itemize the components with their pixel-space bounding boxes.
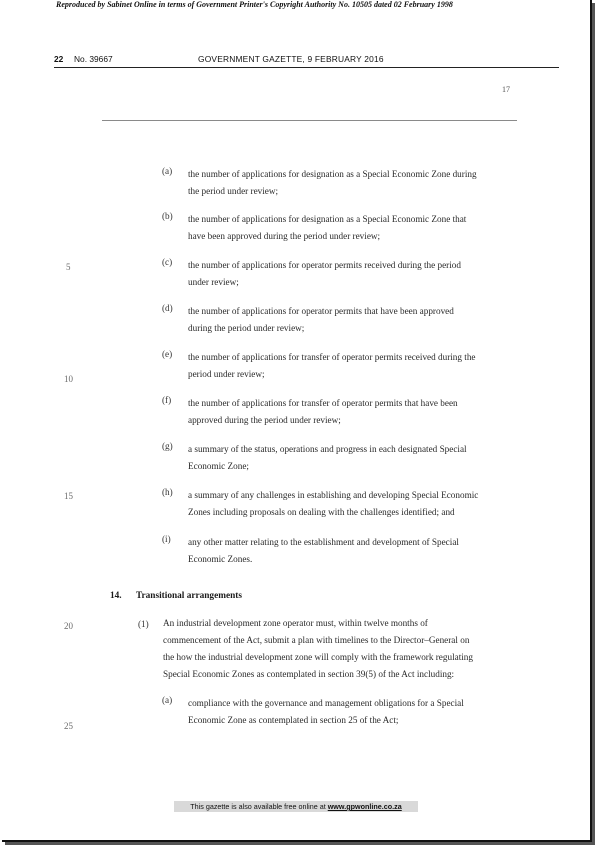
list-item-text: compliance with the governance and management obligations for a Special Economic Zone as contemplated in section 25 of the Act; bbox=[188, 698, 464, 725]
section-title: Transitional arrangements bbox=[136, 591, 242, 601]
list-item-label: (a) bbox=[162, 166, 173, 176]
line-number: 5 bbox=[66, 262, 71, 272]
list-item-label: (d) bbox=[162, 303, 173, 313]
line-number: 25 bbox=[64, 721, 73, 731]
list-item-text: the number of applications for operator permits that have been approved during the period under review; bbox=[188, 306, 454, 333]
gazette-title: GOVERNMENT GAZETTE, 9 FEBRUARY 2016 bbox=[198, 54, 384, 64]
list-item-text: the number of applications for transfer of operator permits received during the period under review; bbox=[188, 352, 476, 379]
list-item-label: (h) bbox=[162, 487, 173, 497]
list-item-label: (a) bbox=[162, 695, 173, 705]
list-item-label: (e) bbox=[162, 349, 173, 359]
subsection-text: An industrial development zone operator must, within twelve months of commencement of the Act, submit a plan with timelines to the Director–General on the how the industrial development zone will comply with the framework regulating Special Economic Zones as contemplated in section 39(5) of the Act including: bbox=[163, 618, 473, 679]
header-rule bbox=[54, 67, 559, 68]
gazette-page-number: 22 bbox=[54, 54, 64, 64]
list-item-label: (b) bbox=[162, 211, 173, 221]
gazette-issue-number: No. 39667 bbox=[74, 54, 113, 64]
list-item-text: the number of applications for designation as a Special Economic Zone during the period under review; bbox=[188, 169, 477, 196]
document-rule bbox=[102, 120, 517, 121]
footer-text: This gazette is also available free online at bbox=[190, 802, 328, 811]
list-item-text: a summary of the status, operations and progress in each designated Special Economic Zone; bbox=[188, 444, 467, 471]
subsection-label: (1) bbox=[138, 619, 149, 629]
list-item-label: (i) bbox=[162, 534, 171, 544]
gazette-page bbox=[2, 0, 592, 842]
list-item-text: the number of applications for transfer of operator permits that have been approved during the period under review; bbox=[188, 398, 458, 425]
line-number: 15 bbox=[64, 491, 73, 501]
reproduction-notice: Reproduced by Sabinet Online in terms of Government Printer's Copyright Authority No. 10505 dated 02 February 1998 bbox=[56, 0, 453, 9]
document-page-number: 17 bbox=[502, 85, 510, 94]
list-item-text: the number of applications for designation as a Special Economic Zone that have been approved during the period under review; bbox=[188, 214, 467, 241]
line-number: 20 bbox=[64, 621, 73, 631]
list-item-label: (c) bbox=[162, 257, 173, 267]
footer-url-link[interactable]: www.gpwonline.co.za bbox=[327, 802, 402, 811]
list-item-label: (f) bbox=[162, 395, 172, 405]
gazette-header bbox=[54, 54, 559, 68]
list-item-label: (g) bbox=[162, 441, 173, 451]
footer-availability-note bbox=[174, 801, 418, 812]
list-item-text: a summary of any challenges in establishing and developing Special Economic Zones including proposals on dealing with the challenges identified; and bbox=[188, 490, 479, 517]
list-item-text: any other matter relating to the establishment and development of Special Economic Zones. bbox=[188, 537, 459, 564]
list-item-text: the number of applications for operator permits received during the period under review; bbox=[188, 260, 461, 287]
section-number: 14. bbox=[110, 591, 122, 601]
line-number: 10 bbox=[64, 374, 73, 384]
